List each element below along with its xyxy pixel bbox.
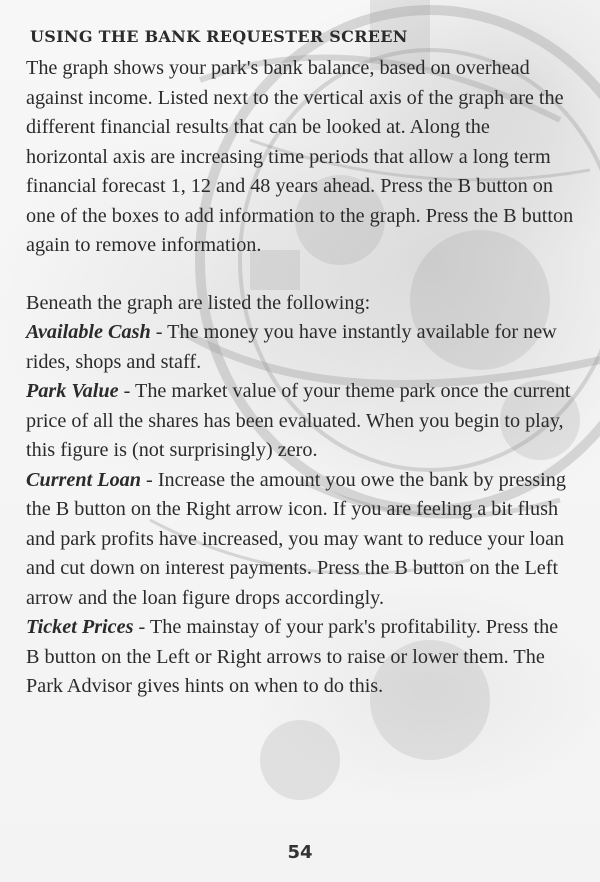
term-description: - The mainstay of your park's profitability. Press the B button on the Left or Right arrows to raise or lower them. The Park Advisor gives hints on when to do this. [26,616,559,697]
term-description: - The market value of your theme park once the current price of all the shares has been evaluated. When you begin to play, this figure is (not surprisingly) zero. [26,380,571,461]
item-park-value [26,377,574,466]
term-description: - The money you have instantly available for new rides, shops and staff. [26,321,557,373]
page-number: 54 [287,842,313,863]
beneath-graph-intro: Beneath the graph are listed the following: [26,291,371,314]
section-heading: USING THE BANK REQUESTER SCREEN [30,27,408,46]
intro-paragraph: The graph shows your park's bank balance, based on overhead against income. Listed next to the vertical axis of the graph are the different financial results that can be looked at. Along the horizontal axis are increasing time periods that allow a long term financial forecast 1, 12 and 48 years ahead. Press the B button on one of the boxes to add information to the graph. Press the B button again to remove information. [26,57,574,256]
term-label: Ticket Prices [26,616,134,638]
text-content [26,26,574,702]
item-current-loan [26,466,574,614]
paragraph-gap [26,261,574,289]
term-label: Available Cash [26,321,151,343]
term-description: - Increase the amount you owe the bank by pressing the B button on the Right arrow icon. If you are feeling a bit flush and park profits have increased, you may want to reduce your loan and cut down on interest payments. Press the B button on the Left arrow and the loan figure drops accordingly. [26,468,566,609]
item-ticket-prices [26,613,574,702]
term-label: Park Value [26,380,119,402]
item-available-cash [26,318,574,377]
term-label: Current Loan [26,468,141,491]
